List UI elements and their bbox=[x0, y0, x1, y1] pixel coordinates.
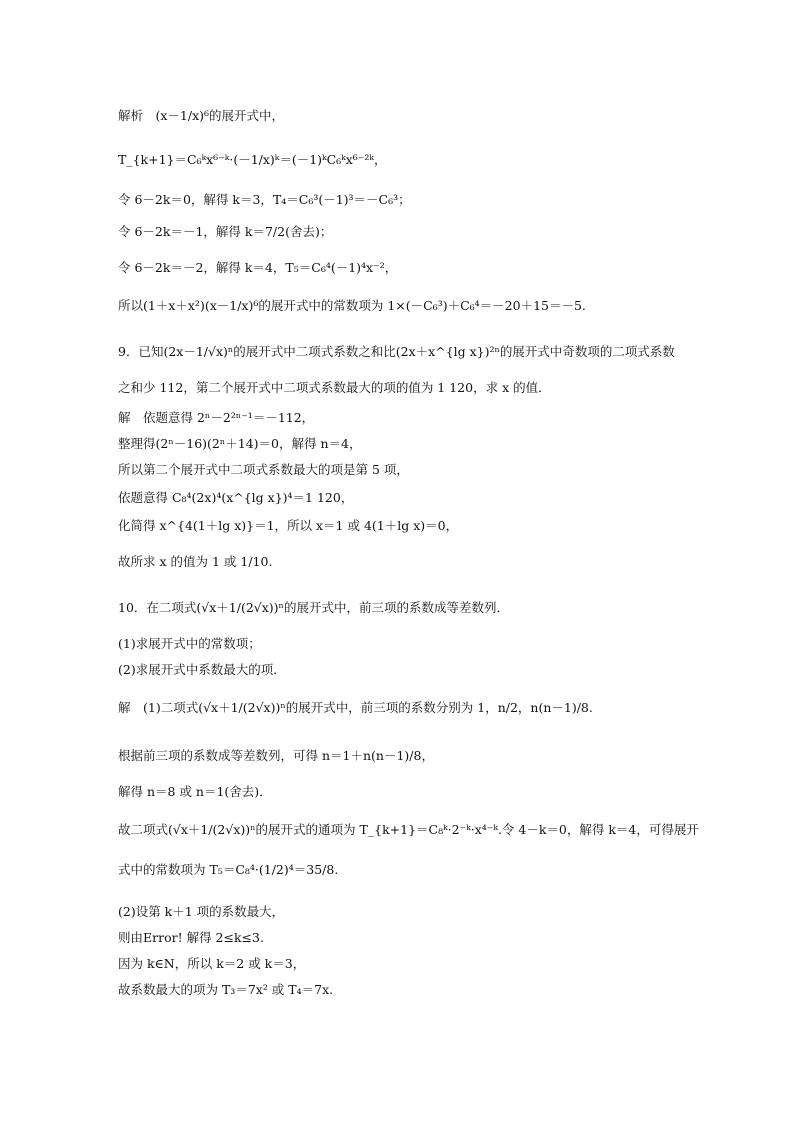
solution-9-line-6: 故所求 x 的值为 1 或 1/10. bbox=[118, 554, 273, 569]
solution-9-line-2: 整理得(2ⁿ－16)(2ⁿ＋14)＝0，解得 n＝4， bbox=[118, 436, 362, 451]
analysis-line-1: 解析 (x－1/x)⁶的展开式中， bbox=[118, 108, 285, 123]
problem-9-line-1: 9．已知(2x－1/√x)ⁿ的展开式中二项式系数之和比(2x＋x^{lg x})²ⁿ的展开式中奇数项的二项式系数 bbox=[118, 344, 675, 359]
solution-10-line-8: 因为 k∈N，所以 k＝2 或 k＝3， bbox=[118, 956, 306, 971]
problem-10-part-1: (1)求展开式中的常数项； bbox=[118, 636, 261, 651]
solution-10-line-5: 式中的常数项为 T₅＝C₈⁴·(1/2)⁴＝35/8. bbox=[118, 862, 339, 877]
solution-10-line-7: 则由Error! 解得 2≤k≤3. bbox=[118, 930, 264, 945]
solution-9-line-4: 依题意得 C₈⁴(2x)⁴(x^{lg x})⁴＝1 120， bbox=[118, 490, 354, 505]
solution-10-line-6: (2)设第 k＋1 项的系数最大， bbox=[118, 904, 285, 919]
analysis-line-6: 所以(1＋x＋x²)(x－1/x)⁶的展开式中的常数项为 1×(－C₆³)＋C₆⁴＝－20＋15＝－5. bbox=[118, 298, 586, 313]
problem-10-line-1: 10．在二项式(√x＋1/(2√x))ⁿ的展开式中，前三项的系数成等差数列． bbox=[118, 600, 509, 615]
solution-9-line-1: 解 依题意得 2ⁿ－2²ⁿ⁻¹＝－112， bbox=[118, 410, 315, 425]
analysis-line-4: 令 6－2k＝－1，解得 k＝7/2(舍去)； bbox=[118, 224, 333, 239]
solution-10-line-4: 故二项式(√x＋1/(2√x))ⁿ的展开式的通项为 T_{k+1}＝C₈ᵏ·2⁻ᵏ·x⁴⁻ᵏ.令 4－k＝0，解得 k＝4，可得展开 bbox=[118, 822, 699, 837]
analysis-line-5: 令 6－2k＝－2，解得 k＝4，T₅＝C₆⁴(－1)⁴x⁻²， bbox=[118, 260, 398, 275]
analysis-line-3: 令 6－2k＝0，解得 k＝3，T₄＝C₆³(－1)³＝－C₆³； bbox=[118, 192, 411, 207]
problem-10-part-2: (2)求展开式中系数最大的项． bbox=[118, 662, 286, 677]
solution-9-line-3: 所以第二个展开式中二项式系数最大的项是第 5 项， bbox=[118, 462, 409, 477]
analysis-line-2: T_{k+1}＝C₆ᵏx⁶⁻ᵏ·(－1/x)ᵏ＝(－1)ᵏC₆ᵏx⁶⁻²ᵏ， bbox=[118, 152, 387, 167]
solution-10-line-2: 根据前三项的系数成等差数列，可得 n＝1＋n(n－1)/8， bbox=[118, 748, 434, 763]
solution-10-line-3: 解得 n＝8 或 n＝1(舍去)． bbox=[118, 784, 272, 799]
solution-9-line-5: 化简得 x^{4(1＋lg x)}＝1，所以 x＝1 或 4(1＋lg x)＝0， bbox=[118, 518, 459, 533]
problem-9-line-2: 之和少 112，第二个展开式中二项式系数最大的项的值为 1 120，求 x 的值． bbox=[118, 380, 551, 395]
solution-10-line-9: 故系数最大的项为 T₃＝7x² 或 T₄＝7x. bbox=[118, 982, 334, 997]
solution-10-line-1: 解 (1)二项式(√x＋1/(2√x))ⁿ的展开式中，前三项的系数分别为 1，n/2，n(n－1)/8. bbox=[118, 700, 593, 715]
